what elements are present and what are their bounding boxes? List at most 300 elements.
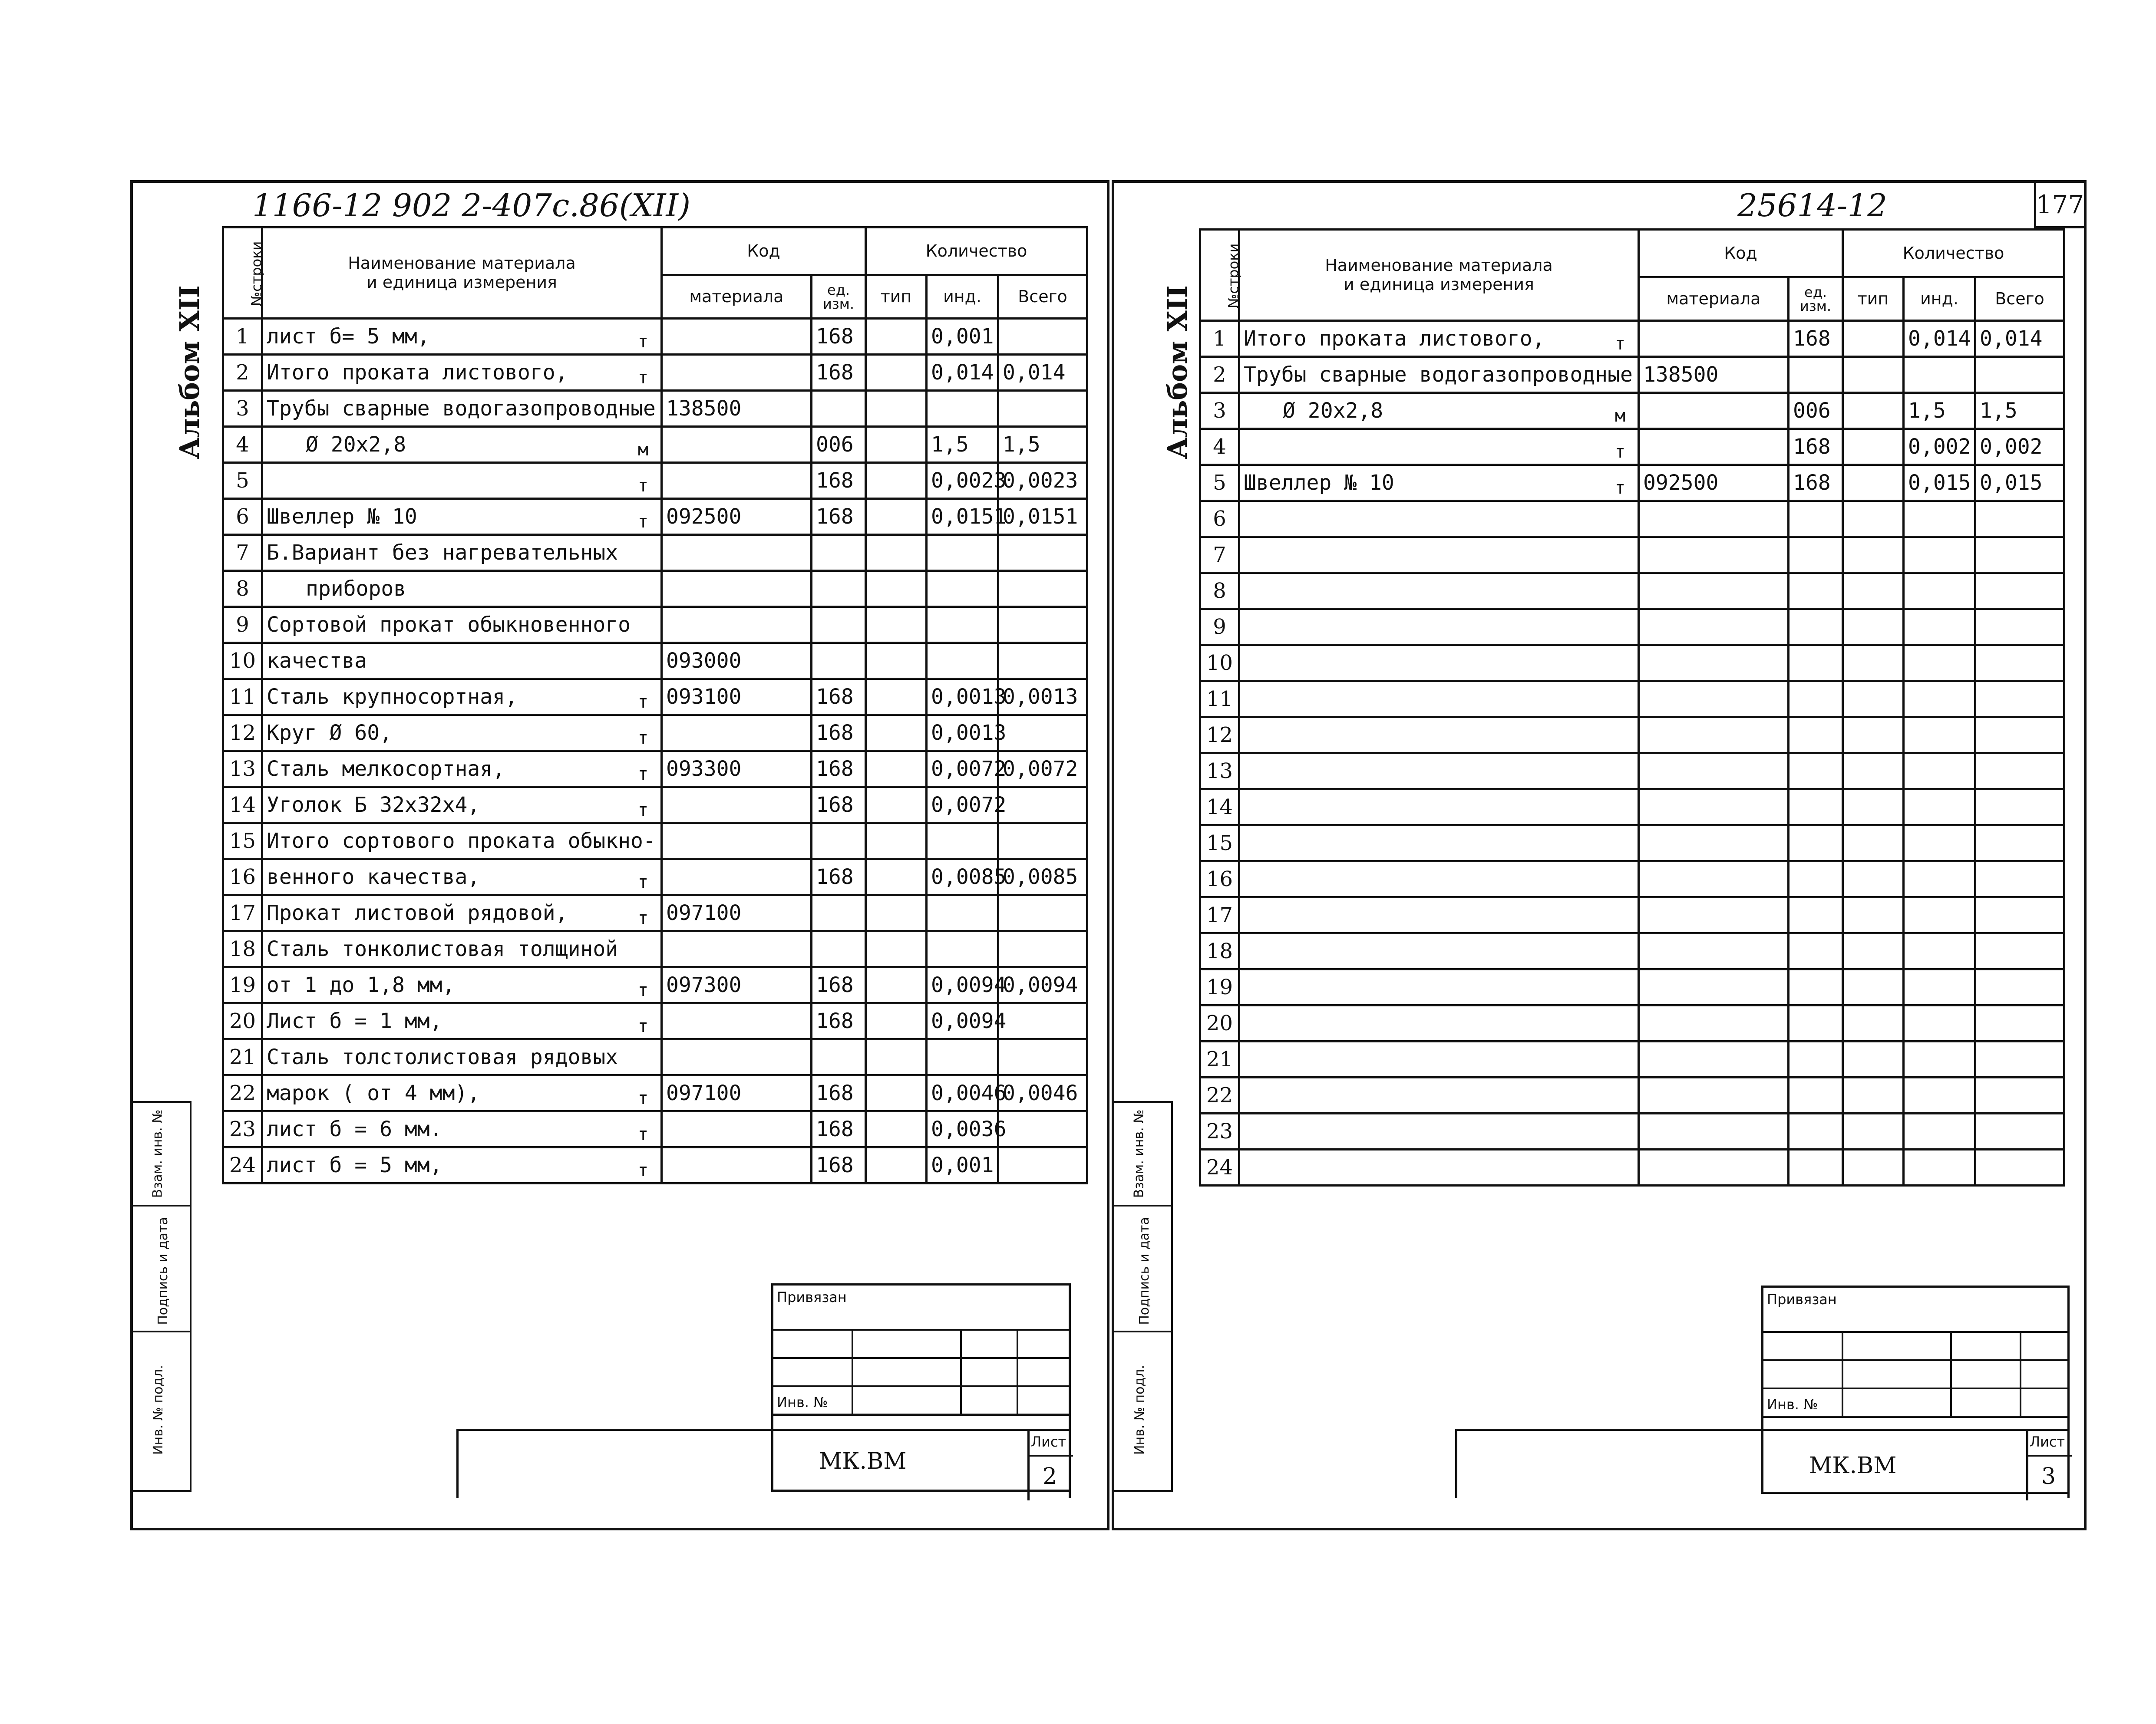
material-code [1639,609,1789,645]
material-name-cell [262,823,662,859]
material-name-cell [262,1147,662,1183]
qty-type [1843,969,1904,1005]
row-number: 7 [1200,537,1239,573]
unit-code [812,607,866,643]
material-name-cell [1239,609,1639,645]
row-number: 24 [223,1147,262,1183]
row-number: 10 [223,643,262,679]
qty-type [866,1147,927,1183]
qty-total: 0,014 [1975,321,2064,357]
material-name-cell [1239,897,1639,933]
material-name-cell [1239,465,1639,501]
qty-type [866,787,927,823]
qty-type [866,859,927,895]
qty-ind: 0,0094 [927,967,998,1003]
unit-letter: т [637,764,648,784]
inv-no-label: Инв. № [1767,1396,1818,1413]
qty-total [998,1039,1087,1075]
row-number: 6 [223,499,262,535]
unit-code: 168 [812,1003,866,1039]
material-name-cell [262,319,662,355]
qty-ind [1904,897,1975,933]
material-code [1639,861,1789,897]
unit-code [1789,1114,1843,1150]
qty-ind [927,823,998,859]
material-name: Сталь тонколистовая толщиной [267,937,618,961]
material-name-cell [262,1003,662,1039]
unit-code: 168 [812,1111,866,1147]
material-name-cell [262,391,662,427]
unit-code [1789,573,1843,609]
qty-type [1843,897,1904,933]
row-number: 3 [1200,393,1239,429]
table-row [1200,969,2064,1005]
material-name-cell [262,931,662,967]
unit-code: 168 [812,499,866,535]
material-name: Сталь мелкосортная, [267,757,505,781]
unit-code: 168 [812,751,866,787]
material-name-cell [1239,1042,1639,1078]
qty-total [1975,1005,2064,1042]
material-code [662,1039,812,1075]
unit-code [1789,969,1843,1005]
qty-ind-header: инд. [1904,277,1975,321]
unit-code: 168 [812,859,866,895]
qty-total: 1,5 [1975,393,2064,429]
material-code [1639,717,1789,753]
qty-total [1975,825,2064,861]
qty-type [1843,753,1904,789]
stamp-label: Инв. № подл. [150,1365,166,1455]
qty-ind [1904,825,1975,861]
unit-code: 168 [1789,321,1843,357]
material-code: 138500 [1639,357,1789,393]
qty-type [1843,1150,1904,1186]
qty-type [866,715,927,751]
qty-ind [1904,933,1975,969]
qty-type [1843,861,1904,897]
material-name-cell [262,607,662,643]
table-row [223,679,1087,715]
unit-letter: т [637,692,648,712]
qty-type [866,967,927,1003]
qty-type [866,823,927,859]
material-name-cell [1239,1150,1639,1186]
qty-type [1843,501,1904,537]
material-code [1639,933,1789,969]
row-number: 11 [1200,681,1239,717]
qty-total: 0,0072 [998,751,1087,787]
table-row [223,1039,1087,1075]
table-row [223,1075,1087,1111]
material-code [1639,429,1789,465]
material-code [662,355,812,391]
table-row [223,715,1087,751]
code-unit-header: ед. изм. [812,275,866,319]
material-code: 093300 [662,751,812,787]
qty-type [866,355,927,391]
qty-total [998,571,1087,607]
unit-code: 006 [1789,393,1843,429]
qty-total [1975,717,2064,753]
sheet-right [1112,180,2087,1530]
material-code [1639,897,1789,933]
row-number: 15 [223,823,262,859]
material-code [662,859,812,895]
material-name: Трубы сварные водогазопроводные [1244,363,1633,387]
qty-total [998,787,1087,823]
unit-letter: т [1615,478,1625,498]
qty-type [866,391,927,427]
material-name: лист б = 5 мм, [267,1153,442,1177]
qty-type [866,499,927,535]
code-material-header: материала [662,275,812,319]
row-number: 1 [223,319,262,355]
table-row [1200,1150,2064,1186]
material-name: Сортовой прокат обыкновенного [267,613,631,637]
row-number: 13 [1200,753,1239,789]
row-number: 18 [223,931,262,967]
qty-ind [1904,357,1975,393]
material-code [1639,501,1789,537]
qty-type [866,895,927,931]
qty-ind [927,571,998,607]
qty-ind [1904,537,1975,573]
qty-ind: 0,014 [1904,321,1975,357]
table-row [1200,717,2064,753]
qty-type [866,1039,927,1075]
material-name: Лист б = 1 мм, [267,1009,442,1033]
material-name: Прокат листовой рядовой, [267,901,568,925]
qty-total: 0,0013 [998,679,1087,715]
qty-total-header: Всего [998,275,1087,319]
qty-type [866,643,927,679]
row-number: 19 [1200,969,1239,1005]
table-row [223,571,1087,607]
table-row [223,967,1087,1003]
material-code: 093000 [662,643,812,679]
table-row [1200,861,2064,897]
qty-ind [1904,969,1975,1005]
row-number: 4 [1200,429,1239,465]
name-header: Наименование материала и единица измерения [1239,230,1639,321]
row-number: 5 [1200,465,1239,501]
material-code: 092500 [662,499,812,535]
material-name: Ø 20х2,8 [1283,399,1383,423]
material-name: Швеллер № 10 [1244,471,1394,495]
material-code [662,715,812,751]
material-code [1639,321,1789,357]
unit-code: 006 [812,427,866,463]
qty-total: 0,0094 [998,967,1087,1003]
material-name-cell [1239,501,1639,537]
material-name-cell [1239,681,1639,717]
qty-total [998,895,1087,931]
material-name-cell [1239,537,1639,573]
table-row [1200,753,2064,789]
table-row [1200,825,2064,861]
unit-code [1789,501,1843,537]
row-number: 23 [1200,1114,1239,1150]
material-name-cell [1239,321,1639,357]
table-row [1200,465,2064,501]
material-name-cell [262,571,662,607]
unit-letter: т [637,332,648,352]
qty-ind: 0,0013 [927,715,998,751]
table-row [1200,681,2064,717]
material-name: Сталь крупносортная, [267,685,518,709]
header-reference: 1166-12 902 2-407с.86(XII) [252,187,691,224]
qty-total [1975,753,2064,789]
material-name: венного качества, [267,865,480,889]
material-name-cell [262,679,662,715]
qty-ind [1904,609,1975,645]
qty-type-header: тип [1843,277,1904,321]
unit-letter: т [637,980,648,1000]
qty-total: 0,0023 [998,463,1087,499]
qty-ind [1904,1150,1975,1186]
material-name: Сталь толстолистовая рядовых [267,1045,618,1069]
qty-total [1975,1078,2064,1114]
qty-type [1843,393,1904,429]
material-name-cell [262,643,662,679]
table-row [1200,897,2064,933]
qty-ind [927,643,998,679]
material-name-cell [1239,933,1639,969]
qty-type [866,535,927,571]
qty-ind: 0,0023 [927,463,998,499]
table-row [1200,609,2064,645]
material-name-cell [262,859,662,895]
qty-total [1975,501,2064,537]
table-row [223,895,1087,931]
material-code: 097300 [662,967,812,1003]
material-name-cell [1239,861,1639,897]
qty-type [1843,573,1904,609]
material-name-cell [1239,429,1639,465]
material-name: Ø 20х2,8 [306,432,406,457]
qty-type [866,751,927,787]
qty-total: 0,0085 [998,859,1087,895]
material-name: качества [267,649,367,673]
qty-ind-header: инд. [927,275,998,319]
qty-ind [927,1039,998,1075]
unit-code [812,895,866,931]
qty-type [866,607,927,643]
rownum-header: №строки [1200,230,1239,321]
qty-total: 0,014 [998,355,1087,391]
doc-code: МК.ВМ [819,1448,907,1474]
material-name: приборов [306,577,406,601]
material-name-cell [1239,825,1639,861]
material-name-cell [262,787,662,823]
sheet-left [130,180,1109,1530]
qty-total [998,643,1087,679]
qty-total [998,391,1087,427]
qty-ind: 0,0046 [927,1075,998,1111]
material-code [1639,1042,1789,1078]
row-number: 17 [1200,897,1239,933]
table-row [223,931,1087,967]
material-name-cell [262,1111,662,1147]
unit-code: 168 [812,679,866,715]
table-row [1200,501,2064,537]
material-code [1639,969,1789,1005]
qty-ind: 0,0085 [927,859,998,895]
qty-ind [927,931,998,967]
material-name-cell [262,967,662,1003]
material-name: Итого сортового проката обыкно- [267,829,656,853]
rownum-header: №строки [223,227,262,319]
sheet-number: 2 [1043,1464,1057,1490]
material-code [1639,825,1789,861]
row-number: 4 [223,427,262,463]
unit-letter: т [637,368,648,388]
unit-letter: м [1615,406,1625,426]
qty-type [866,1111,927,1147]
material-code: 097100 [662,895,812,931]
unit-code: 168 [812,1147,866,1183]
qty-ind: 0,001 [927,1147,998,1183]
table-row [1200,933,2064,969]
material-name: марок ( от 4 мм), [267,1081,480,1105]
material-code [662,607,812,643]
unit-code [812,643,866,679]
material-code [1639,681,1789,717]
qty-type [1843,645,1904,681]
name-header: Наименование материала и единица измерения [262,227,662,319]
qty-ind: 1,5 [1904,393,1975,429]
qty-ind [1904,501,1975,537]
qty-total [1975,1042,2064,1078]
row-number: 5 [223,463,262,499]
row-number: 20 [223,1003,262,1039]
qty-ind [1904,1114,1975,1150]
qty-total [998,319,1087,355]
qty-ind: 0,0072 [927,751,998,787]
spec-table [222,226,1088,1184]
unit-code [1789,1005,1843,1042]
qty-ind [927,535,998,571]
material-name-cell [1239,753,1639,789]
qty-type [1843,789,1904,825]
material-code [1639,393,1789,429]
material-code [662,319,812,355]
unit-letter: т [637,728,648,748]
material-code [662,463,812,499]
unit-letter: т [637,1088,648,1108]
material-name: Итого проката листового, [1244,326,1545,351]
material-code: 092500 [1639,465,1789,501]
row-number: 21 [223,1039,262,1075]
material-name-cell [1239,1005,1639,1042]
material-name-cell [1239,1114,1639,1150]
qty-total [998,1147,1087,1183]
qty-total [998,1111,1087,1147]
qty-ind [1904,789,1975,825]
material-name: Трубы сварные водогазопроводные [267,396,656,421]
qty-header: Количество [866,227,1087,275]
qty-type [1843,1078,1904,1114]
qty-type [866,463,927,499]
material-name: Круг Ø 60, [267,721,392,745]
table-row [1200,789,2064,825]
row-number: 16 [1200,861,1239,897]
qty-type [1843,429,1904,465]
unit-code [1789,933,1843,969]
qty-total [998,535,1087,571]
qty-ind [927,895,998,931]
unit-letter: т [637,872,648,892]
qty-total [998,1003,1087,1039]
material-code [662,823,812,859]
title-block-main [456,1429,1071,1498]
table-row [1200,1005,2064,1042]
unit-code [1789,609,1843,645]
row-number: 10 [1200,645,1239,681]
qty-ind: 0,0151 [927,499,998,535]
qty-ind: 0,014 [927,355,998,391]
sheet-label: Лист [2030,1434,2065,1450]
privyazan-label: Привязан [777,1289,847,1305]
unit-code [1789,825,1843,861]
unit-letter: т [1615,442,1625,462]
table-row [223,1003,1087,1039]
material-name-cell [1239,1078,1639,1114]
row-number: 24 [1200,1150,1239,1186]
material-name-cell [262,895,662,931]
material-name: Итого проката листового, [267,360,568,385]
material-code [662,787,812,823]
row-number: 11 [223,679,262,715]
table-row [223,607,1087,643]
row-number: 3 [223,391,262,427]
material-code [1639,537,1789,573]
unit-letter: т [637,908,648,928]
material-name: лист б= 5 мм, [267,324,430,349]
qty-total [998,607,1087,643]
stamp-label: Подпись и дата [1136,1217,1152,1325]
qty-ind [1904,573,1975,609]
qty-total [1975,573,2064,609]
qty-type [1843,717,1904,753]
material-code: 138500 [662,391,812,427]
table-row [1200,393,2064,429]
qty-total [1975,609,2064,645]
row-number: 12 [1200,717,1239,753]
row-number: 23 [223,1111,262,1147]
unit-code [812,391,866,427]
album-side-label: Альбом XII [173,285,205,459]
unit-letter: т [637,512,648,532]
sheet-label: Лист [1031,1434,1066,1450]
table-row [223,643,1087,679]
qty-type-header: тип [866,275,927,319]
row-number: 16 [223,859,262,895]
qty-ind [927,391,998,427]
unit-code [812,571,866,607]
qty-total-header: Всего [1975,277,2064,321]
table-row [223,427,1087,463]
qty-type [1843,609,1904,645]
unit-code [812,823,866,859]
page-number: 177 [2034,183,2084,228]
material-name-cell [1239,357,1639,393]
qty-total [1975,645,2064,681]
row-number: 13 [223,751,262,787]
unit-code [1789,537,1843,573]
qty-type [1843,1114,1904,1150]
